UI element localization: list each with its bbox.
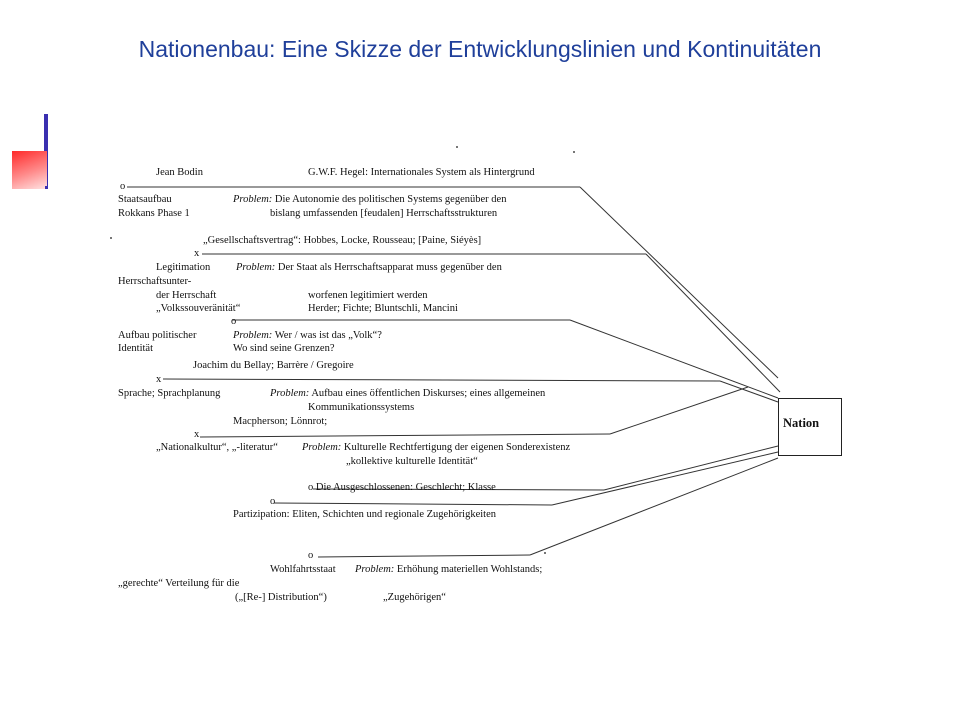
marker-x: x — [194, 429, 200, 440]
connector-sprache — [720, 381, 778, 402]
connector-legitimation — [646, 254, 780, 392]
problem-sprache-cont: Kommunikationssystems — [308, 402, 415, 413]
text-gerechte-verteilung: „gerechte“ Verteilung für die — [118, 578, 240, 589]
problem-legitimation-cont: worfenen legitimiert werden — [308, 290, 428, 301]
connector-staatsaufbau — [580, 187, 778, 378]
topic-aufbau: Aufbau politischer — [118, 330, 197, 341]
problem-sprache: Problem: Aufbau eines öffentlichen Diskurses; eines allgemeinen — [270, 388, 546, 399]
problem-volk: Problem: Wer / was ist das „Volk“? — [233, 330, 382, 341]
timeline-wohlfahrtsstaat — [318, 555, 530, 557]
problem-nationalkultur-cont: „kollektive kulturelle Identität“ — [346, 456, 478, 467]
topic-staatsaufbau: Staatsaufbau — [118, 194, 172, 205]
text-redistribution: („[Re-] Distribution“) — [235, 592, 327, 603]
topic-legitimation: Legitimation — [156, 262, 211, 273]
marker-x: x — [156, 374, 162, 385]
timeline-nationalkultur — [200, 434, 610, 437]
connector-identitaet — [570, 320, 778, 398]
problem-grenzen: Wo sind seine Grenzen? — [233, 343, 335, 354]
header-ausgeschlossenen: o Die Ausgeschlossenen: Geschlecht; Klasse — [308, 482, 496, 493]
concept-volkssouveraenitaet: „Volkssouveränität“ — [156, 303, 241, 314]
marker-o: o — [270, 496, 276, 507]
names-du-bellay: Joachim du Bellay; Barrère / Gregoire — [193, 360, 354, 371]
names-bodin: Jean Bodin — [156, 167, 203, 178]
nation-box — [778, 398, 842, 456]
marker-o: o — [120, 181, 126, 192]
wrap-herrschaftsunter: Herrschaftsunter- — [118, 276, 192, 287]
names-macpherson: Macpherson; Lönnrot; — [233, 416, 328, 427]
text-zugehoerigen: „Zugehörigen“ — [383, 592, 446, 603]
topic-wohlfahrtsstaat: Wohlfahrtsstaat — [270, 564, 336, 575]
names-hegel: G.W.F. Hegel: Internationales System als Hintergrund — [308, 167, 535, 178]
topic-identitaet: Identität — [118, 343, 153, 354]
names-herder: Herder; Fichte; Bluntschli, Mancini — [308, 303, 458, 314]
marker-x: x — [194, 248, 200, 259]
timeline-sprache — [163, 379, 720, 381]
slide-title: Nationenbau: Eine Skizze der Entwicklungslinien und Kontinuitäten — [138, 36, 822, 62]
rokkans-phase: Rokkans Phase 1 — [118, 208, 190, 219]
connector-wohlfahrtsstaat — [530, 458, 778, 555]
problem-nationalkultur: Problem: Kulturelle Rechtfertigung der eigenen Sonderexistenz — [302, 442, 571, 453]
problem-staatsaufbau-cont: bislang umfassenden [feudalen] Herrschaftsstrukturen — [270, 208, 498, 219]
problem-legitimation: Problem: Der Staat als Herrschaftsapparat muss gegenüber den — [236, 262, 502, 273]
timeline-partizipation — [274, 503, 552, 505]
connector-partizipation — [552, 452, 778, 505]
problem-staatsaufbau: Problem: Die Autonomie des politischen Systems gegenüber den — [233, 194, 507, 205]
text-partizipation: Partizipation: Eliten, Schichten und regionale Zugehörigkeiten — [233, 509, 497, 520]
marker-o: o — [231, 316, 237, 327]
connector-nationalkultur — [610, 387, 748, 434]
topic-sprache: Sprache; Sprachplanung — [118, 388, 221, 399]
marker-o: o — [308, 550, 314, 561]
problem-wohlfahrt: Problem: Erhöhung materiellen Wohlstands; — [355, 564, 543, 575]
topic-nationalkultur: „Nationalkultur“, „-literatur“ — [156, 442, 278, 453]
nation-label: Nation — [783, 416, 820, 430]
wrap-der-herrschaft: der Herrschaft — [156, 290, 217, 301]
names-gesellschaftsvertrag: „Gesellschaftsvertrag“: Hobbes, Locke, Rousseau; [Paine, Siéyès] — [203, 235, 482, 246]
